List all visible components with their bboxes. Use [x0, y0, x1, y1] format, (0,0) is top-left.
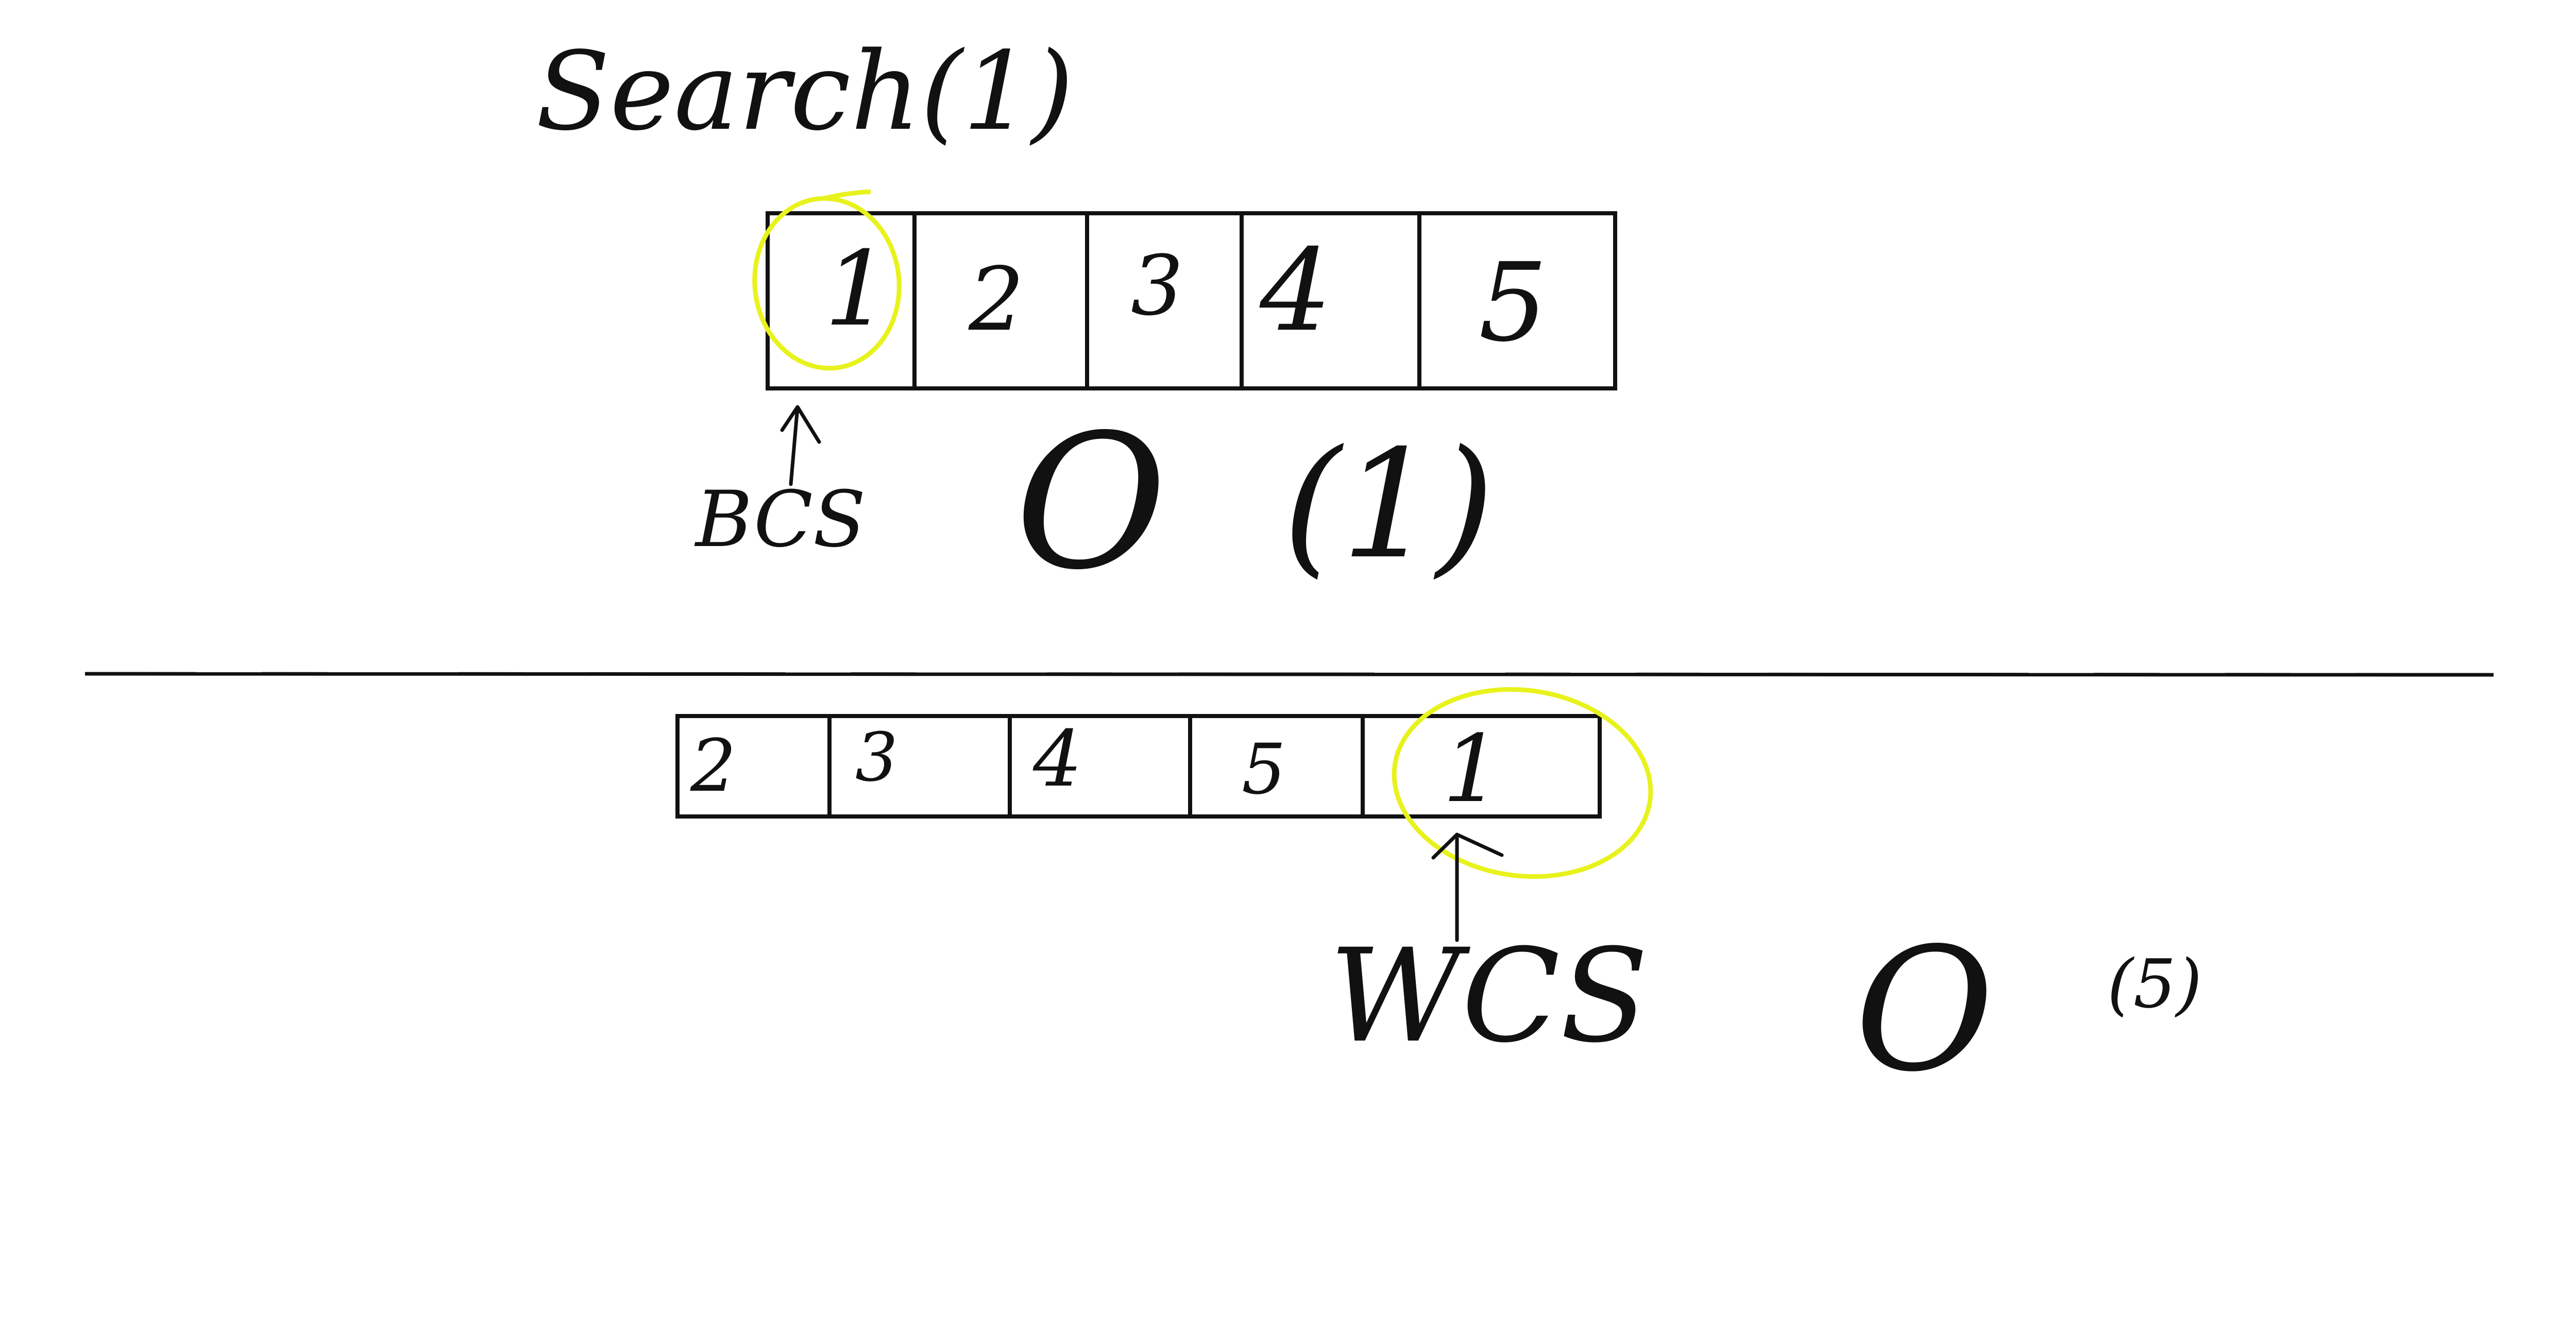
highlight-circle [1382, 673, 1663, 893]
section-divider [85, 674, 2494, 675]
array-cell-value: 5 [1479, 240, 1548, 366]
array-cell-value: 3 [855, 718, 898, 796]
best-case-section [694, 191, 1615, 610]
array-cell-value: 5 [1242, 729, 1286, 810]
highlight-circle-tail [824, 192, 871, 198]
best-case-label: BCS [696, 475, 866, 565]
complexity-argument: (1) [1283, 418, 1495, 592]
worst-case-label: WCS [1329, 921, 1649, 1071]
page-title: Search(1) [536, 28, 1074, 155]
array-cell-value: 4 [1033, 714, 1082, 804]
array-cell-value: 1 [824, 229, 890, 349]
complexity-symbol: O [1855, 911, 1994, 1109]
array-cell-value: 1 [1443, 716, 1502, 823]
complexity-argument: (5) [2107, 945, 2202, 1023]
worst-case-section [677, 673, 2202, 1109]
array-cell-value: 4 [1260, 225, 1332, 356]
array-cell-value: 3 [1131, 237, 1183, 334]
array-cell-value: 2 [969, 249, 1025, 351]
arrow-up-icon [782, 407, 819, 484]
array-cell-value: 2 [690, 724, 737, 808]
complexity-symbol: O [1015, 395, 1167, 610]
